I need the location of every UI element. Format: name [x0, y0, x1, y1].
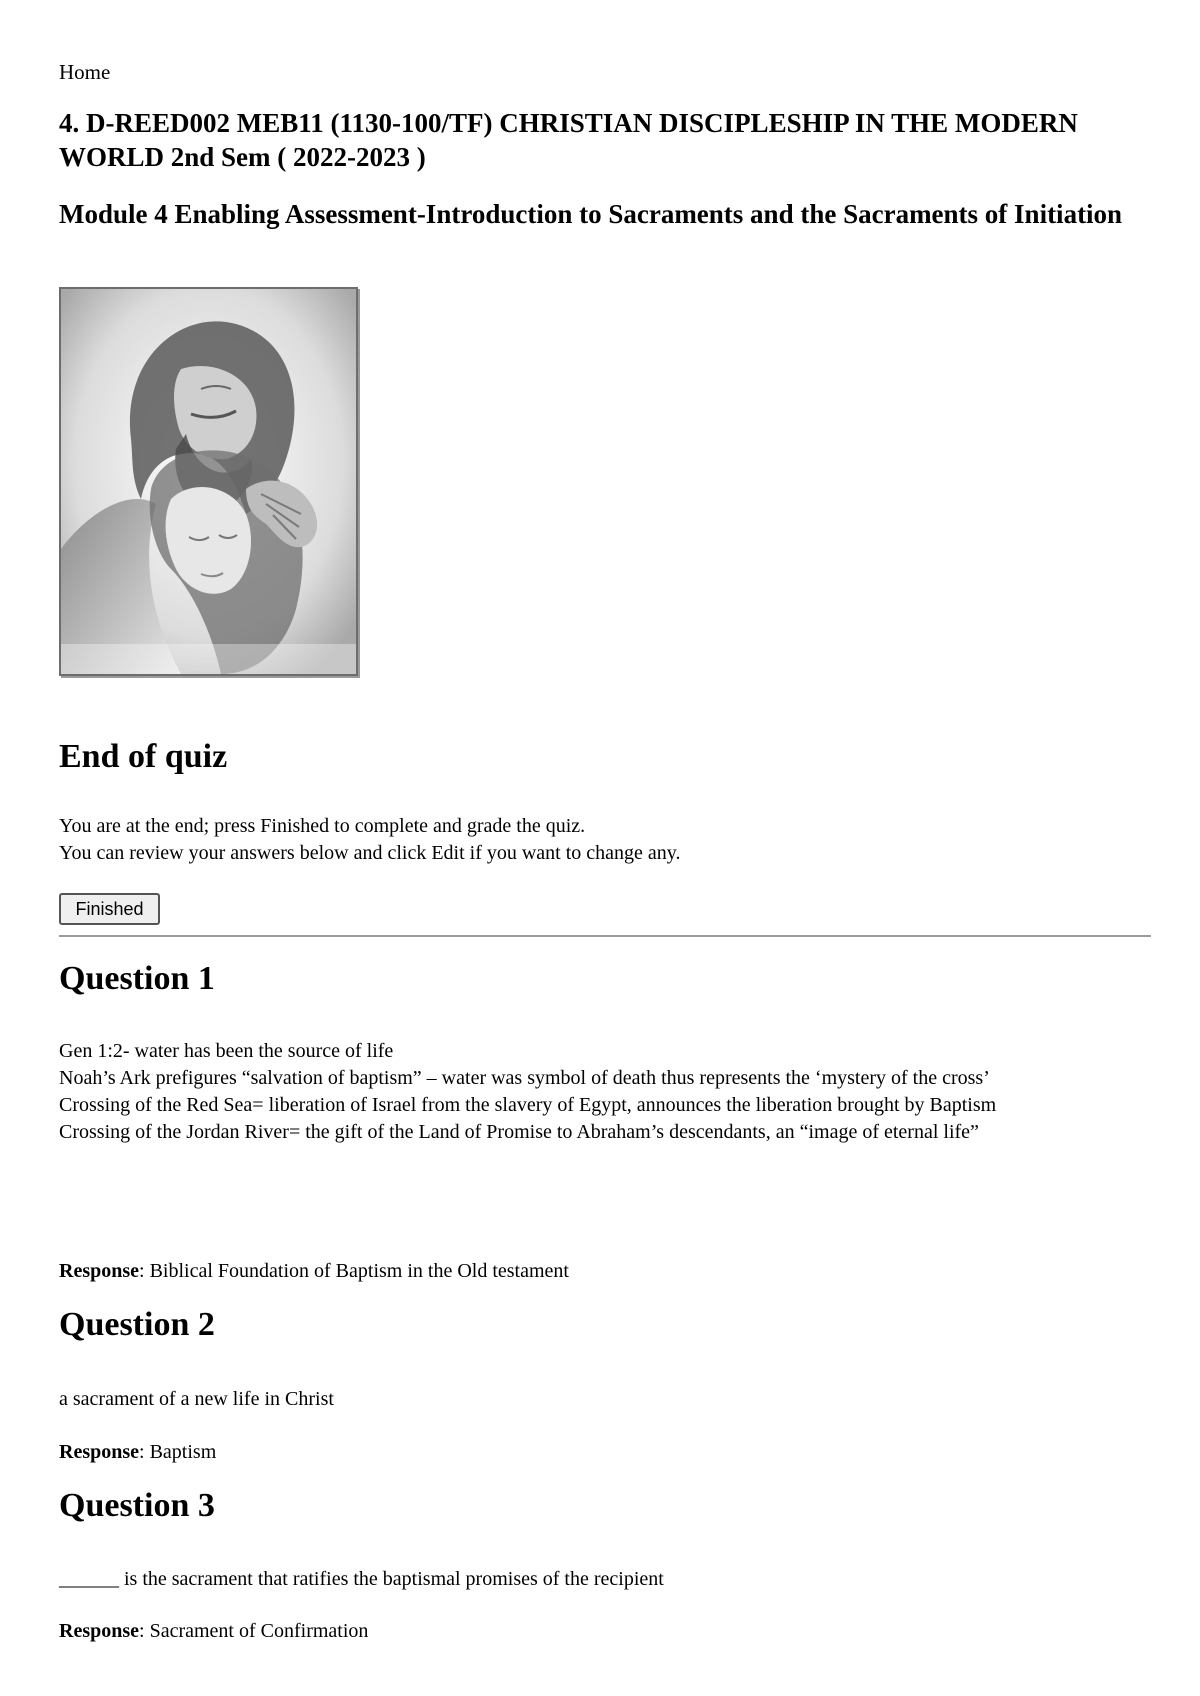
response-value: Sacrament of Confirmation: [149, 1620, 369, 1642]
question-3-response: Response: Sacrament of Confirmation: [59, 1620, 369, 1642]
question-1-line-4: Crossing of the Jordan River= the gift of the Land of Promise to Abraham’s descendants, an “image of eternal life”: [59, 1121, 979, 1143]
divider: [59, 935, 1151, 937]
question-1-line-1: Gen 1:2- water has been the source of life: [59, 1040, 394, 1062]
end-of-quiz-heading: End of quiz: [59, 738, 228, 775]
question-2-text: [59, 1386, 1151, 1413]
quiz-illustration: [59, 287, 358, 676]
response-label: Response: [59, 1620, 140, 1642]
question-3-text: [59, 1566, 1151, 1593]
question-1-response: Response: Biblical Foundation of Baptism in the Old testament: [59, 1260, 569, 1282]
sketch-image: [61, 289, 356, 674]
instruction-line-1: You are at the end; press Finished to complete and grade the quiz.: [59, 815, 586, 837]
instruction-line-2: You can review your answers below and click Edit if you want to change any.: [59, 842, 681, 864]
question-3-line-1: ______ is the sacrament that ratifies the baptismal promises of the recipient: [59, 1568, 664, 1590]
question-1-line-3: Crossing of the Red Sea= liberation of Israel from the slavery of Egypt, announces the liberation brought by Baptism: [59, 1094, 997, 1116]
finished-button[interactable]: Finished: [59, 893, 160, 925]
question-3-heading: Question 3: [59, 1487, 215, 1524]
response-label: Response: [59, 1260, 140, 1282]
question-1-text: [59, 1038, 1151, 1146]
question-2-heading: Question 2: [59, 1306, 215, 1343]
response-label: Response: [59, 1441, 140, 1463]
home-link[interactable]: Home: [59, 60, 111, 84]
response-value: Biblical Foundation of Baptism in the Old testament: [149, 1260, 569, 1282]
course-title: 4. D-REED002 MEB11 (1130-100/TF) CHRISTIAN DISCIPLESHIP IN THE MODERN WORLD 2nd Sem ( 2022-2023 ): [59, 108, 1078, 172]
instructions: [59, 813, 681, 867]
question-1-line-2: Noah’s Ark prefigures “salvation of baptism” – water was symbol of death thus represents the ‘mystery of the cross’: [59, 1067, 990, 1089]
question-2-response: Response: Baptism: [59, 1441, 217, 1463]
question-1-heading: Question 1: [59, 960, 215, 997]
response-value: Baptism: [149, 1441, 217, 1463]
question-2-line-1: a sacrament of a new life in Christ: [59, 1388, 334, 1410]
quiz-title: Module 4 Enabling Assessment-Introduction to Sacraments and the Sacraments of Initiation: [59, 199, 1123, 229]
